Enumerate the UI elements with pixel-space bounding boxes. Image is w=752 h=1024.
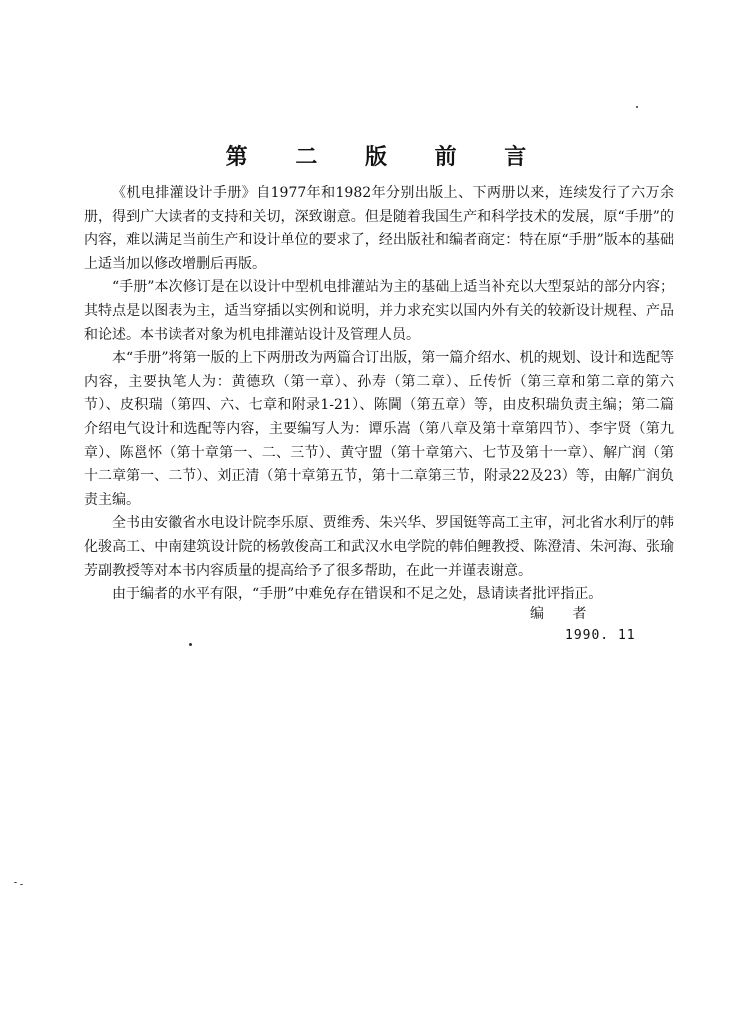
paragraph-3: 本“手册”将第一版的上下两册改为两篇合订出版，第一篇介绍水、机的规划、设计和选配等内容，主要执笔人为：黄德玖（第一章）、孙寿（第二章）、丘传忻（第三章和第二章的第六节）、皮积瑞（第四、六、七章和附录1-21）、陈閫（第五章）等，由皮积瑞负责主编；第二篇介绍电气设计和选配等内容，主要编写人为：谭乐嵩（第八章及第十章第四节）、李宇贤（第九章）、陈邕怀（第十章第一、二、三节）、黄守盟（第十章第六、七节及第十一章）、解广润（第十二章第一、二节）、刘正清（第十章第五节，第十二章第三节，附录22及23）等，由解广润负责主编。 [84,350,674,508]
author-signature: 编 者 [530,606,599,622]
scan-speck [20,884,23,885]
paragraph-4: 全书由安徽省水电设计院李乐原、贾维秀、朱兴华、罗国铤等高工主审，河北省水利厅的韩化骏高工、中南建筑设计院的杨敦俊高工和武汉水电学院的韩伯鲤教授、陈澄清、朱河海、张瑜芳副教授等对本书内容质量的提高给予了很多帮助，在此一并谨表谢意。 [84,515,674,579]
scan-speck [189,643,192,646]
preface-date: 1990. 11 [565,628,636,643]
paragraph-2: “手册”本次修订是在以设计中型机电排灌站为主的基础上适当补充以大型泵站的部分内容；其特点是以图表为主，适当穿插以实例和说明，并力求充实以国内外有关的较新设计规程、产品和论述。本书读者对象为机电排灌站设计及管理人员。 [84,279,674,343]
scan-speck [636,106,638,108]
preface-body [84,182,674,607]
page-title: 第 二 版 前 言 [225,144,547,170]
scan-speck [14,882,17,883]
paragraph-1: 《机电排灌设计手册》自1977年和1982年分别出版上、下两册以来，连续发行了六万余册，得到广大读者的支持和关切，深致谢意。但是随着我国生产和科学技术的发展，原“手册”的内容，难以满足当前生产和设计单位的要求了，经出版社和编者商定：特在原“手册”版本的基础上适当加以修改增删后再版。 [84,185,674,272]
paragraph-5: 由于编者的水平有限，“手册”中难免存在错误和不足之处，恳请读者批评指正。 [112,586,603,603]
